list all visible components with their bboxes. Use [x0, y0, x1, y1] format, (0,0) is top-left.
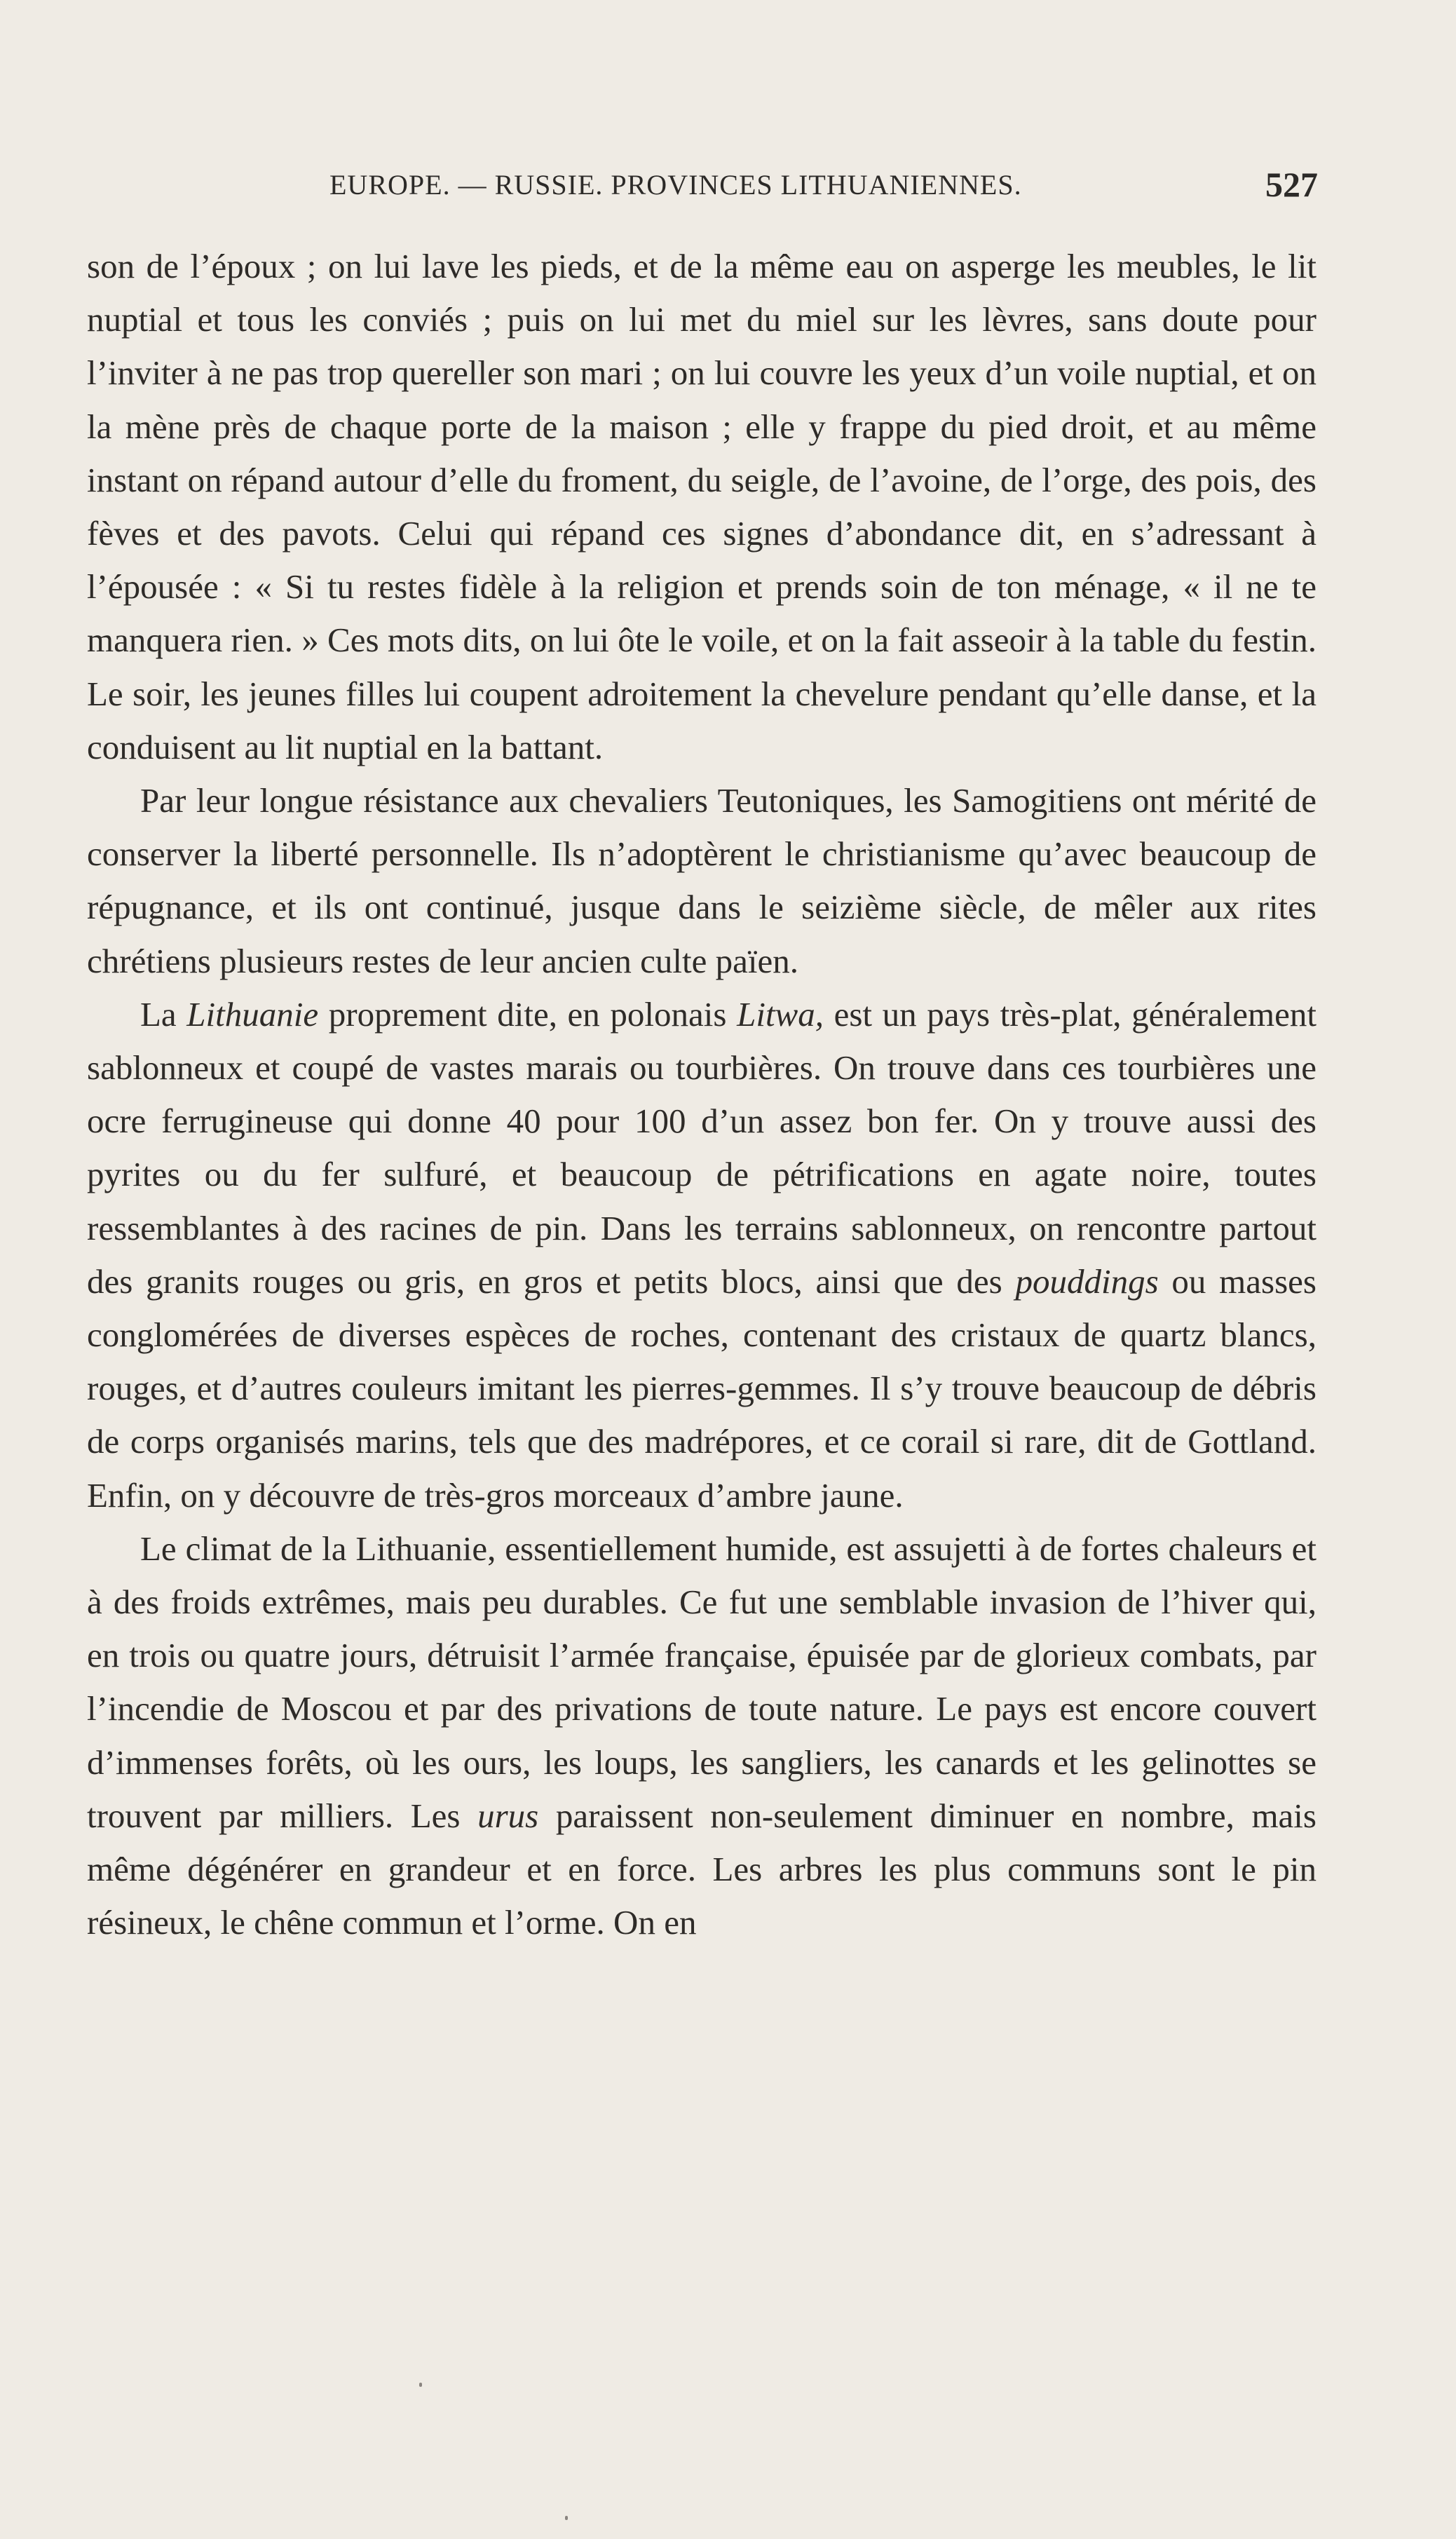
paragraph-4-text-2: paraissent non-seulement diminuer en nombre, mais même dégénérer en grandeur et en force. Les arbres les plus communs sont le pin résineux, le chêne commun et l’orme. On en	[87, 1796, 1316, 1942]
paragraph-3-text-3: est un pays très-plat, généralement sablonneux et coupé de vastes marais ou tourbières. On trouve dans ces tourbières une ocre ferrugineuse qui donne 40 pour 100 d’un assez bon fer. On y trouve aussi des pyrites ou du fer sulfuré, et beaucoup de pétrifications en agate noire, toutes ressemblantes à des racines de pin. Dans les terrains sablonneux, on rencontre partout des granits rouges ou gris, en gros et petits blocs, ainsi que des	[87, 994, 1316, 1301]
paper-speck	[565, 2516, 568, 2520]
paragraph-3	[87, 988, 1316, 1522]
body-text	[87, 240, 1316, 1950]
running-title: EUROPE. — RUSSIE. PROVINCES LITHUANIENNES.	[329, 169, 1022, 201]
paragraph-4-italic-urus: urus	[477, 1796, 539, 1835]
paragraph-4	[87, 1522, 1316, 1950]
paragraph-4-text-1: Le climat de la Lithuanie, essentiellement humide, est assujetti à de fortes chaleurs et à des froids extrêmes, mais peu durables. Ce fut une semblable invasion de l’hiver qui, en trois ou quatre jours, détruisit l’armée française, épuisée par de glorieux combats, par l’incendie de Moscou et par des privations de toute nature. Le pays est encore couvert d’immenses forêts, où les ours, les loups, les sangliers, les canards et les gelinottes se trouvent par milliers. Les	[87, 1529, 1316, 1835]
paragraph-3-text-2: proprement dite, en polonais	[318, 994, 737, 1034]
running-head	[84, 165, 1318, 210]
page-number: 527	[1265, 165, 1318, 204]
paragraph-3-italic-pouddings: pouddings	[1015, 1261, 1159, 1301]
paragraph-2-text: Par leur longue résistance aux chevaliers Teutoniques, les Samogitiens ont mérité de conserver la liberté personnelle. Ils n’adoptèrent le christianisme qu’avec beaucoup de répugnance, et ils ont continué, jusque dans le seizième siècle, de mêler aux rites chrétiens plusieurs restes de leur ancien culte païen.	[87, 781, 1316, 980]
paragraph-3-italic-lithuanie: Lithuanie	[186, 994, 319, 1034]
paragraph-1-text: son de l’époux ; on lui lave les pieds, et de la même eau on asperge les meubles, le lit nuptial et tous les conviés ; puis on lui met du miel sur les lèvres, sans doute pour l’inviter à ne pas trop quereller son mari ; on lui couvre les yeux d’un voile nuptial, et on la mène près de chaque porte de la maison ; elle y frappe du pied droit, et au même instant on répand autour d’elle du froment, du seigle, de l’avoine, de l’orge, des pois, des fèves et des pavots. Celui qui répand ces signes d’abondance dit, en s’adressant à l’épousée : « Si tu restes fidèle à la religion et prends soin de ton ménage, « il ne te manquera rien. » Ces mots dits, on lui ôte le voile, et on la fait asseoir à la table du festin. Le soir, les jeunes filles lui coupent adroitement la chevelure pendant qu’elle danse, et la conduisent au lit nuptial en la battant.	[87, 247, 1316, 766]
paper-speck	[419, 2383, 422, 2387]
paragraph-1	[87, 240, 1316, 774]
paragraph-2	[87, 774, 1316, 988]
paragraph-3-text-1: La	[140, 994, 187, 1034]
paragraph-3-italic-litwa: Litwa,	[737, 994, 824, 1034]
paragraph-3-text-4: ou masses conglomérées de diverses espèces de roches, contenant des cristaux de quartz blancs, rouges, et d’autres couleurs imitant les pierres-gemmes. Il s’y trouve beaucoup de débris de corps organisés marins, tels que des madrépores, et ce corail si rare, dit de Gottland. Enfin, on y découvre de très-gros morceaux d’ambre jaune.	[87, 1261, 1316, 1515]
